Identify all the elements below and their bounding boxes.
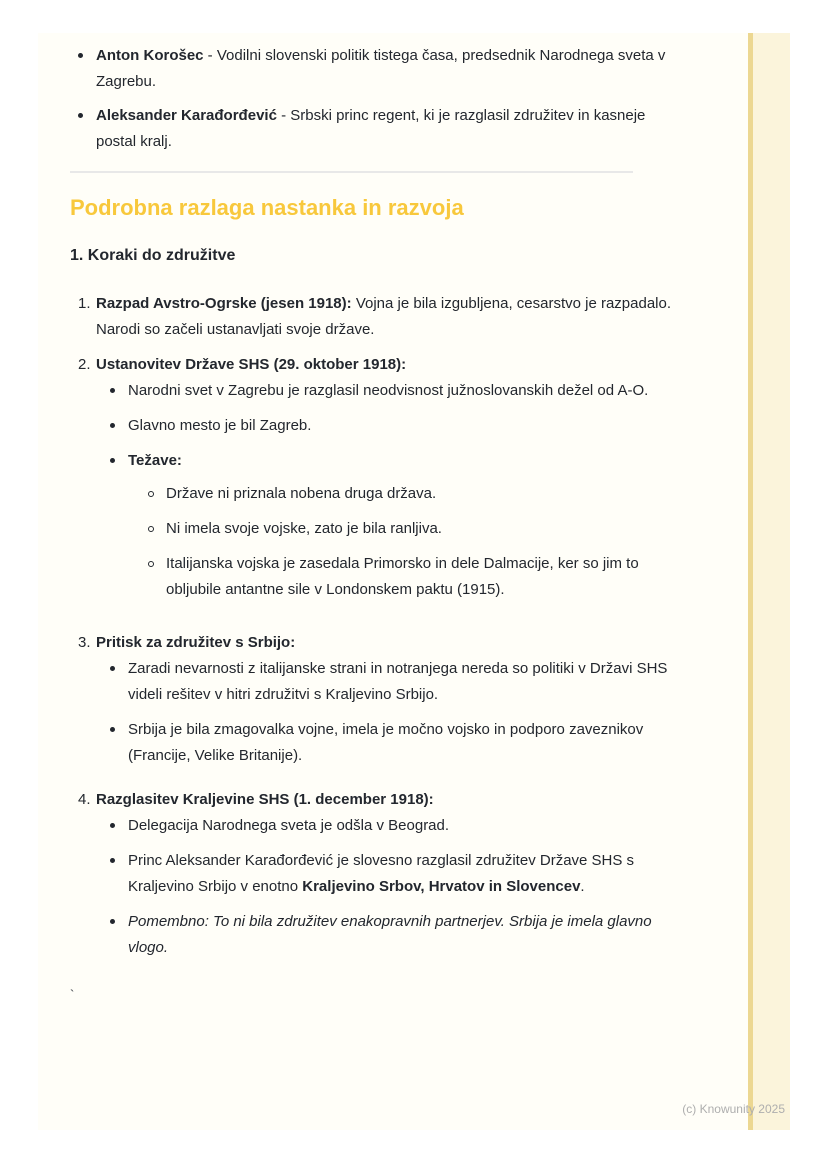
sub-list <box>96 378 680 612</box>
sub-item-text <box>128 448 680 474</box>
sub-sub-list <box>128 481 680 603</box>
list-item <box>96 848 680 900</box>
subsection-heading: 1. Koraki do združitve <box>70 247 236 264</box>
section-divider <box>70 171 633 173</box>
bullet-icon <box>110 717 128 769</box>
bullet-icon <box>110 448 128 612</box>
sub-item-text: Glavno mesto je bil Zagreb. <box>128 417 312 434</box>
list-item <box>70 43 680 95</box>
sub-sub-item-text: Države ni priznala nobena druga država. <box>166 485 437 502</box>
item-number: 1. <box>78 295 91 312</box>
document-page <box>38 33 790 1130</box>
important-note: Pomembno: To ni bila združitev enakopravnih partnerjev. Srbija je imela glavno vlogo. <box>128 913 652 956</box>
intro-item-text <box>96 103 680 155</box>
step-text <box>96 787 680 813</box>
page-content <box>70 43 680 1004</box>
numbered-item <box>70 291 680 343</box>
bullet-icon <box>110 413 128 439</box>
step-text <box>96 291 680 343</box>
bullet-icon <box>110 378 128 404</box>
bullet-icon <box>110 848 128 900</box>
person-description: - Vodilni slovenski politik tistega časa, predsednik Narodnega sveta v Zagrebu. <box>96 47 666 90</box>
bullet-icon <box>110 813 128 839</box>
list-item <box>96 448 680 612</box>
sub-item-text: Zaradi nevarnosti z italijanske strani in notranjega nereda so politiki v Državi SHS videli rešitev v hitri združitvi s Kraljevino Srbijo. <box>128 660 668 703</box>
sub-list <box>96 656 680 769</box>
stray-character: ` <box>70 987 75 1002</box>
list-item <box>96 656 680 708</box>
list-item <box>96 717 680 769</box>
bullet-icon <box>110 909 128 961</box>
item-number: 2. <box>78 356 91 373</box>
bullet-icon <box>78 103 96 155</box>
sub-item-text: Srbija je bila zmagovalka vojne, imela je močno vojsko in podporo zaveznikov (Francije, Velike Britanije). <box>128 721 644 764</box>
copyright-footer: (c) Knowunity 2025 <box>682 1102 785 1116</box>
bullet-icon <box>78 43 96 95</box>
list-item <box>96 378 680 404</box>
intro-list <box>70 43 680 155</box>
sub-item-text: Narodni svet v Zagrebu je razglasil neodvisnost južnoslovanskih dežel od A-O. <box>128 382 649 399</box>
list-item <box>96 813 680 839</box>
step-title: Ustanovitev Države SHS (29. oktober 1918): <box>96 356 407 373</box>
item-number: 4. <box>78 791 91 808</box>
sub-item-title: Težave: <box>128 452 182 469</box>
sub-sub-item-text: Ni imela svoje vojske, zato je bila ranljiva. <box>166 520 442 537</box>
step-title: Pritisk za združitev s Srbijo: <box>96 634 296 651</box>
circle-icon <box>148 516 166 542</box>
bullet-icon <box>110 656 128 708</box>
kingdom-name: Kraljevino Srbov, Hrvatov in Slovencev <box>302 878 581 895</box>
person-name: Aleksander Karađorđević <box>96 107 277 124</box>
circle-icon <box>148 551 166 603</box>
list-item <box>128 516 680 542</box>
list-item <box>128 551 680 603</box>
sub-item-text: Delegacija Narodnega sveta je odšla v Beograd. <box>128 817 450 834</box>
list-item <box>128 481 680 507</box>
steps-list <box>70 291 680 970</box>
step-title: Razpad Avstro-Ogrske (jesen 1918): <box>96 295 352 312</box>
step-text <box>96 630 680 656</box>
list-item <box>96 413 680 439</box>
person-name: Anton Korošec <box>96 47 204 64</box>
page-accent-band <box>748 33 790 1130</box>
numbered-item <box>70 630 680 778</box>
sub-list <box>96 813 680 961</box>
step-title: Razglasitev Kraljevine SHS (1. december 1918): <box>96 791 434 808</box>
circle-icon <box>148 481 166 507</box>
step-description: Vojna je bila izgubljena, cesarstvo je razpadalo. Narodi so začeli ustanavljati svoje države. <box>96 295 672 338</box>
person-description: - Srbski princ regent, ki je razglasil združitev in kasneje postal kralj. <box>96 107 646 150</box>
list-item <box>96 909 680 961</box>
sub-sub-item-text: Italijanska vojska je zasedala Primorsko in dele Dalmacije, ker so jim to obljubile antantne sile v Londonskem paktu (1915). <box>166 555 639 598</box>
list-item <box>70 103 680 155</box>
item-number: 3. <box>78 634 91 651</box>
step-text <box>96 352 680 378</box>
section-heading: Podrobna razlaga nastanka in razvoja <box>70 195 464 220</box>
numbered-item <box>70 787 680 970</box>
numbered-item <box>70 352 680 621</box>
intro-item-text <box>96 43 680 95</box>
sub-item-text: Princ Aleksander Karađorđević je slovesno razglasil združitev Države SHS s Kraljevino Srbijo v enotno Kraljevino Srbov, Hrvatov in Slovencev. <box>128 852 635 895</box>
